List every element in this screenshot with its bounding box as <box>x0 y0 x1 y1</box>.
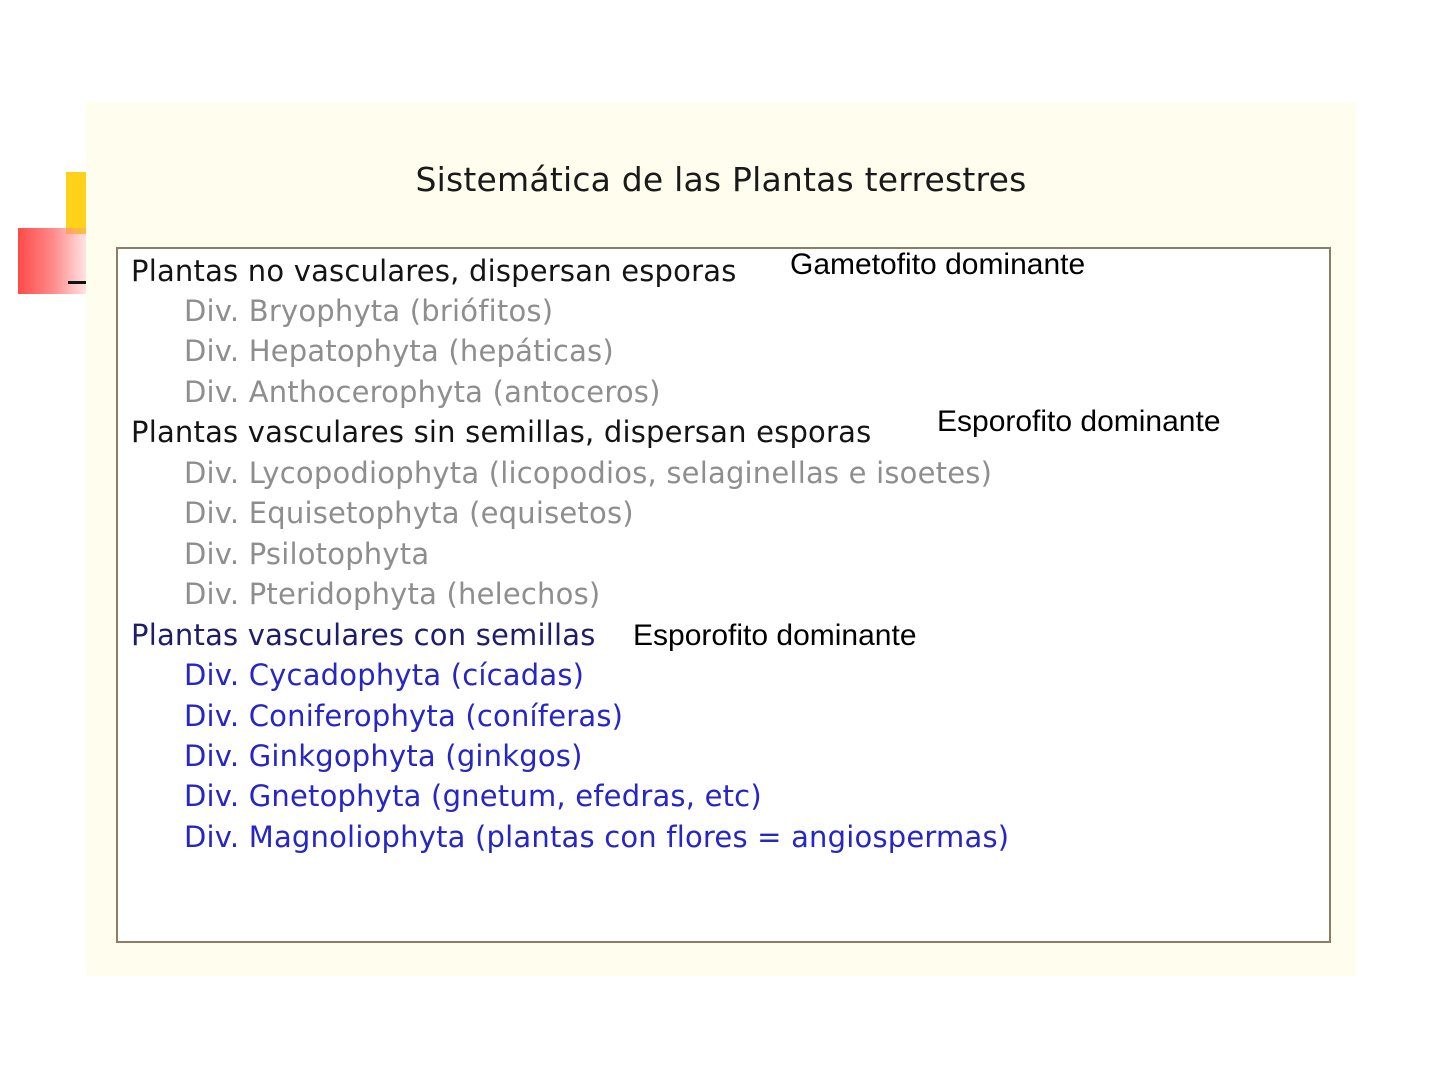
division-item: Div. Ginkgophyta (ginkgos) <box>184 739 583 773</box>
division-item: Div. Bryophyta (briófitos) <box>184 294 554 328</box>
panel-title: Sistemática de las Plantas terrestres <box>415 160 1027 199</box>
note-esporofito-dominante-seedless: Esporofito dominante <box>937 405 1221 438</box>
taxonomy-image-panel <box>86 102 1356 976</box>
division-item: Div. Coniferophyta (coníferas) <box>184 699 624 733</box>
group-heading-non-vascular: Plantas no vasculares, dispersan esporas <box>131 254 737 288</box>
division-item: Div. Anthocerophyta (antoceros) <box>184 375 661 409</box>
division-item: Div. Psilotophyta <box>184 537 430 571</box>
slide-accent-red-block <box>18 228 96 294</box>
division-item: Div. Gnetophyta (gnetum, efedras, etc) <box>184 779 762 813</box>
group-heading-vascular-seeds: Plantas vasculares con semillas <box>131 618 596 652</box>
division-item: Div. Pteridophyta (helechos) <box>184 577 601 611</box>
division-item: Div. Lycopodiophyta (licopodios, selaginellas e isoetes) <box>184 456 993 490</box>
division-item: Div. Hepatophyta (hepáticas) <box>184 334 614 368</box>
note-gametofito-dominante: Gametofito dominante <box>790 248 1086 281</box>
division-item: Div. Equisetophyta (equisetos) <box>184 496 634 530</box>
group-heading-vascular-seedless: Plantas vasculares sin semillas, dispersan esporas <box>131 415 872 449</box>
taxonomy-list-box <box>116 247 1331 943</box>
division-item: Div. Cycadophyta (cícadas) <box>184 658 585 692</box>
division-item: Div. Magnoliophyta (plantas con flores = angiospermas) <box>184 820 1010 854</box>
note-esporofito-dominante-seeds: Esporofito dominante <box>633 619 917 652</box>
